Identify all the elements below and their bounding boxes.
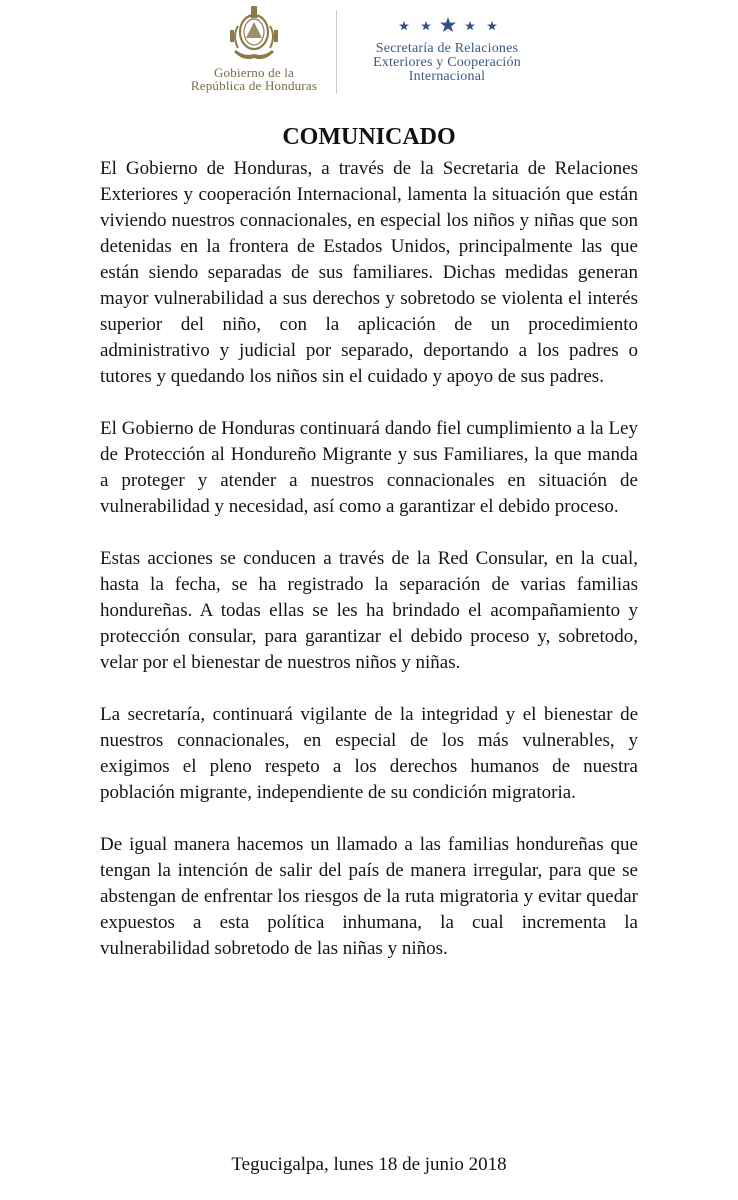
government-name <box>180 66 328 92</box>
document-title: COMUNICADO <box>282 124 456 150</box>
honduras-coat-of-arms-icon <box>226 2 282 64</box>
paragraph-4: La secretaría, continuará vigilante de la integridad y el bienestar de nuestros connacionales, en especial de los más vulnerables, y exigimos el pleno respeto a los derechos humanos de nuestra población migrante, independiente de su condición migratoria. <box>100 704 638 803</box>
header-divider <box>336 10 337 94</box>
secretariat-line2: Exteriores y Cooperación <box>373 55 521 70</box>
paragraph-5: De igual manera hacemos un llamado a las familias hondureñas que tengan la intención de salir del país de manera irregular, para que se abstengan de enfrentar los riesgos de la ruta migratoria y evitar quedar expuestos a esta política inhumana, la cual incrementa la vulnerabilidad sobretodo de las niñas y niños. <box>100 834 638 959</box>
secretariat-line1: Secretaría de Relaciones <box>375 41 519 56</box>
letterhead <box>0 0 738 110</box>
government-name-line2: República de Honduras <box>190 78 318 93</box>
signoff-place-date: Tegucigalpa, lunes 18 de junio 2018 <box>231 1154 507 1175</box>
paragraph-2: El Gobierno de Honduras continuará dando fiel cumplimiento a la Ley de Protección al Hondureño Migrante y sus Familiares, la que manda a proteger y atender a nuestros connacionales en situación de vulnerabilidad y necesidad, así como a garantizar el debido proceso. <box>100 418 638 517</box>
government-name-line1: Gobierno de la <box>213 65 295 80</box>
five-stars-icon <box>396 16 500 34</box>
document-body <box>100 156 638 988</box>
secretariat-line3: Internacional <box>408 69 486 84</box>
paragraph-3: Estas acciones se conducen a través de la Red Consular, en la cual, hasta la fecha, se ha registrado la separación de varias familias hondureñas. A todas ellas se les ha brindado el acompañamiento y protección consular, para garantizar el debido proceso y, sobretodo, velar por el bienestar de nuestros niños y niñas. <box>100 548 638 673</box>
secretariat-name <box>344 42 550 84</box>
paragraph-1: El Gobierno de Honduras, a través de la Secretaria de Relaciones Exteriores y cooperación Internacional, lamenta la situación que están viviendo nuestros connacionales, en especial los niños y niñas que son detenidas en la frontera de Estados Unidos, principalmente las que están siendo separadas de sus familiares. Dichas medidas generan mayor vulnerabilidad a sus derechos y sobretodo se violenta el interés superior del niño, con la aplicación de un procedimiento administrativo y judicial por separado, deportando a los padres o tutores y quedando los niños sin el cuidado y apoyo de sus padres. <box>100 158 638 387</box>
